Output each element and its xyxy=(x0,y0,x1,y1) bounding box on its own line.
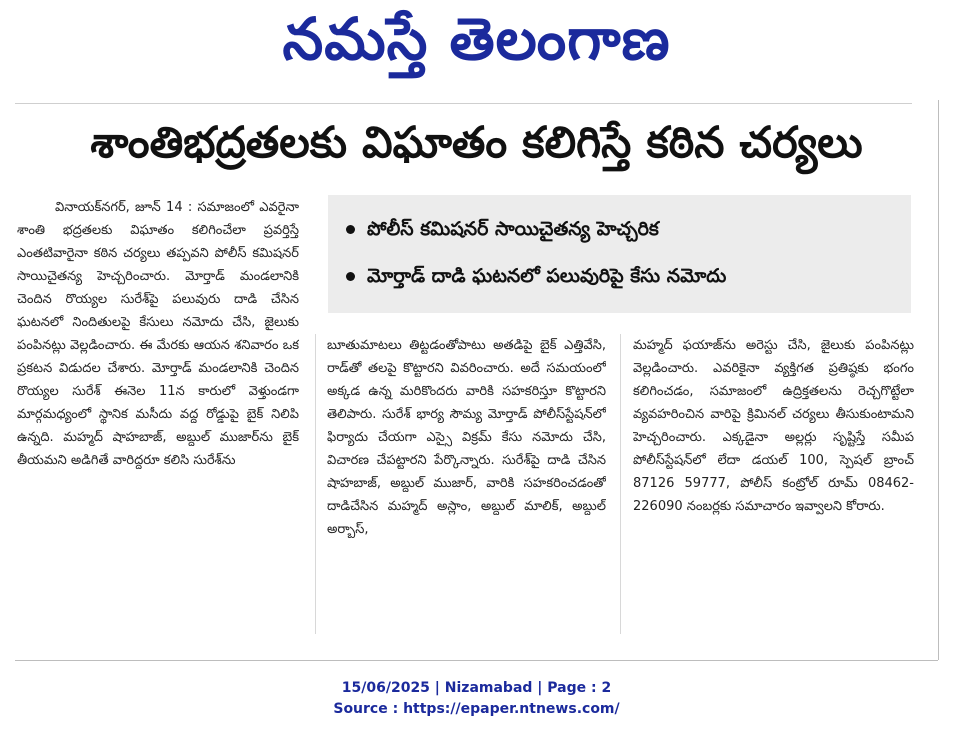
article-text: బూతుమాటలు తిట్టడంతోపాటు అతడిపై బైక్ ఎత్తివేసి, రాడ్‌తో తలపై కొట్టారని వివరించారు. అదే సమయంలో అక్కడ ఉన్న మరికొందరు వారికి సహకరిస్తూ కొట్టారని తెలిపారు. సురేశ్ భార్య సౌమ్య మోర్తాడ్ పోలీస్‌స్టేషన్‌లో ఫిర్యాదు చేయగా ఎస్సై విక్రమ్ కేసు నమోదు చేసి, విచారణ చేపట్టారని పేర్కొన్నారు. సురేశ్‌పై దాడి చేసిన షాహబాజ్, అబ్దుల్ ముజార్, వారికి సహకరించడంతో దాడిచేసిన మహ్మద్ అస్లాం, అబ్దుల్ మాలిక్, అబ్దుల్ అర్బాస్, xyxy=(327,338,606,537)
bullet-icon xyxy=(346,272,355,281)
highlight-text: పోలీస్ కమిషనర్ సాయిచైతన్య హెచ్చరిక xyxy=(367,218,659,240)
right-divider xyxy=(938,100,939,660)
column-divider xyxy=(315,334,316,634)
bottom-divider xyxy=(15,660,938,661)
bullet-icon xyxy=(346,225,355,234)
column-divider xyxy=(620,334,621,634)
article-text: వినాయక్‌నగర్, జూన్ 14 : సమాజంలో ఎవరైనా శాంతి భద్రతలకు విఘాతం కలిగించేలా ప్రవర్తిస్తే ఎంతటివారైనా కఠిన చర్యలు తప్పవని పోలీస్ కమిషనర్ సాయిచైతన్య హెచ్చరించారు. మోర్తాడ్ మండలానికి చెందిన రొయ్యల సురేశ్‌పై పలువురు దాడి చేసిన ఘటనలో నిందితులపై కేసులు నమోదు చేసి, జైలుకు పంపినట్లు వెల్లడించారు. ఈ మేరకు ఆయన శనివారం ఒక ప్రకటన విడుదల చేశారు. మోర్తాడ్ మండలానికి చెందిన రొయ్యల సురేశ్ ఈనెల 11న కారులో వెళ్తుండగా మార్గమధ్యంలో స్థానిక మసీదు వద్ద రోడ్డుపై బైక్ నిలిపి ఉన్నది. మహ్మద్ షాహబాజ్, అబ్దుల్ ముజార్‌ను బైక్ తీయమని అడిగితే వారిద్దరూ కలిసి సురేశ్‌ను xyxy=(17,200,299,468)
headline: శాంతిభద్రతలకు విఘాతం కలిగిస్తే కఠిన చర్యలు xyxy=(90,118,863,168)
article-column-3 xyxy=(633,334,914,636)
top-divider xyxy=(15,103,912,104)
highlight-item xyxy=(346,262,726,290)
article-column-2 xyxy=(327,334,606,636)
article-column-1 xyxy=(17,196,299,636)
article-text: మహ్మద్ ఫయాజ్‌ను అరెస్టు చేసి, జైలుకు పంపినట్లు వెల్లడించారు. ఎవరికైనా వ్యక్తిగత ప్రతిష్ఠకు భంగం కలిగించడం, సమాజంలో ఉద్రిక్తతలను రెచ్చగొట్టేలా వ్యవహరించిన వారిపై క్రిమినల్ చర్యలు తీసుకుంటామని హెచ్చరించారు. ఎక్కడైనా అల్లర్లు సృష్టిస్తే సమీప పోలీస్‌స్టేషన్‌లో లేదా డయల్ 100, స్పెషల్ బ్రాంచ్ 87126 59777, పోలీస్ కంట్రోల్ రూమ్ 08462-226090 నంబర్లకు సమాచారం ఇవ్వాలని కోరారు. xyxy=(633,338,914,514)
masthead-title: నమస్తే తెలంగాణ xyxy=(282,5,671,73)
highlights-box xyxy=(328,195,911,313)
masthead xyxy=(0,0,953,80)
highlight-text: మోర్తాడ్ దాడి ఘటనలో పలువురిపై కేసు నమోదు xyxy=(367,265,727,287)
footer-date-edition: 15/06/2025 | Nizamabad | Page : 2 xyxy=(341,680,612,696)
highlight-item xyxy=(346,215,659,243)
footer-source: Source : https://epaper.ntnews.com/ xyxy=(333,701,620,717)
